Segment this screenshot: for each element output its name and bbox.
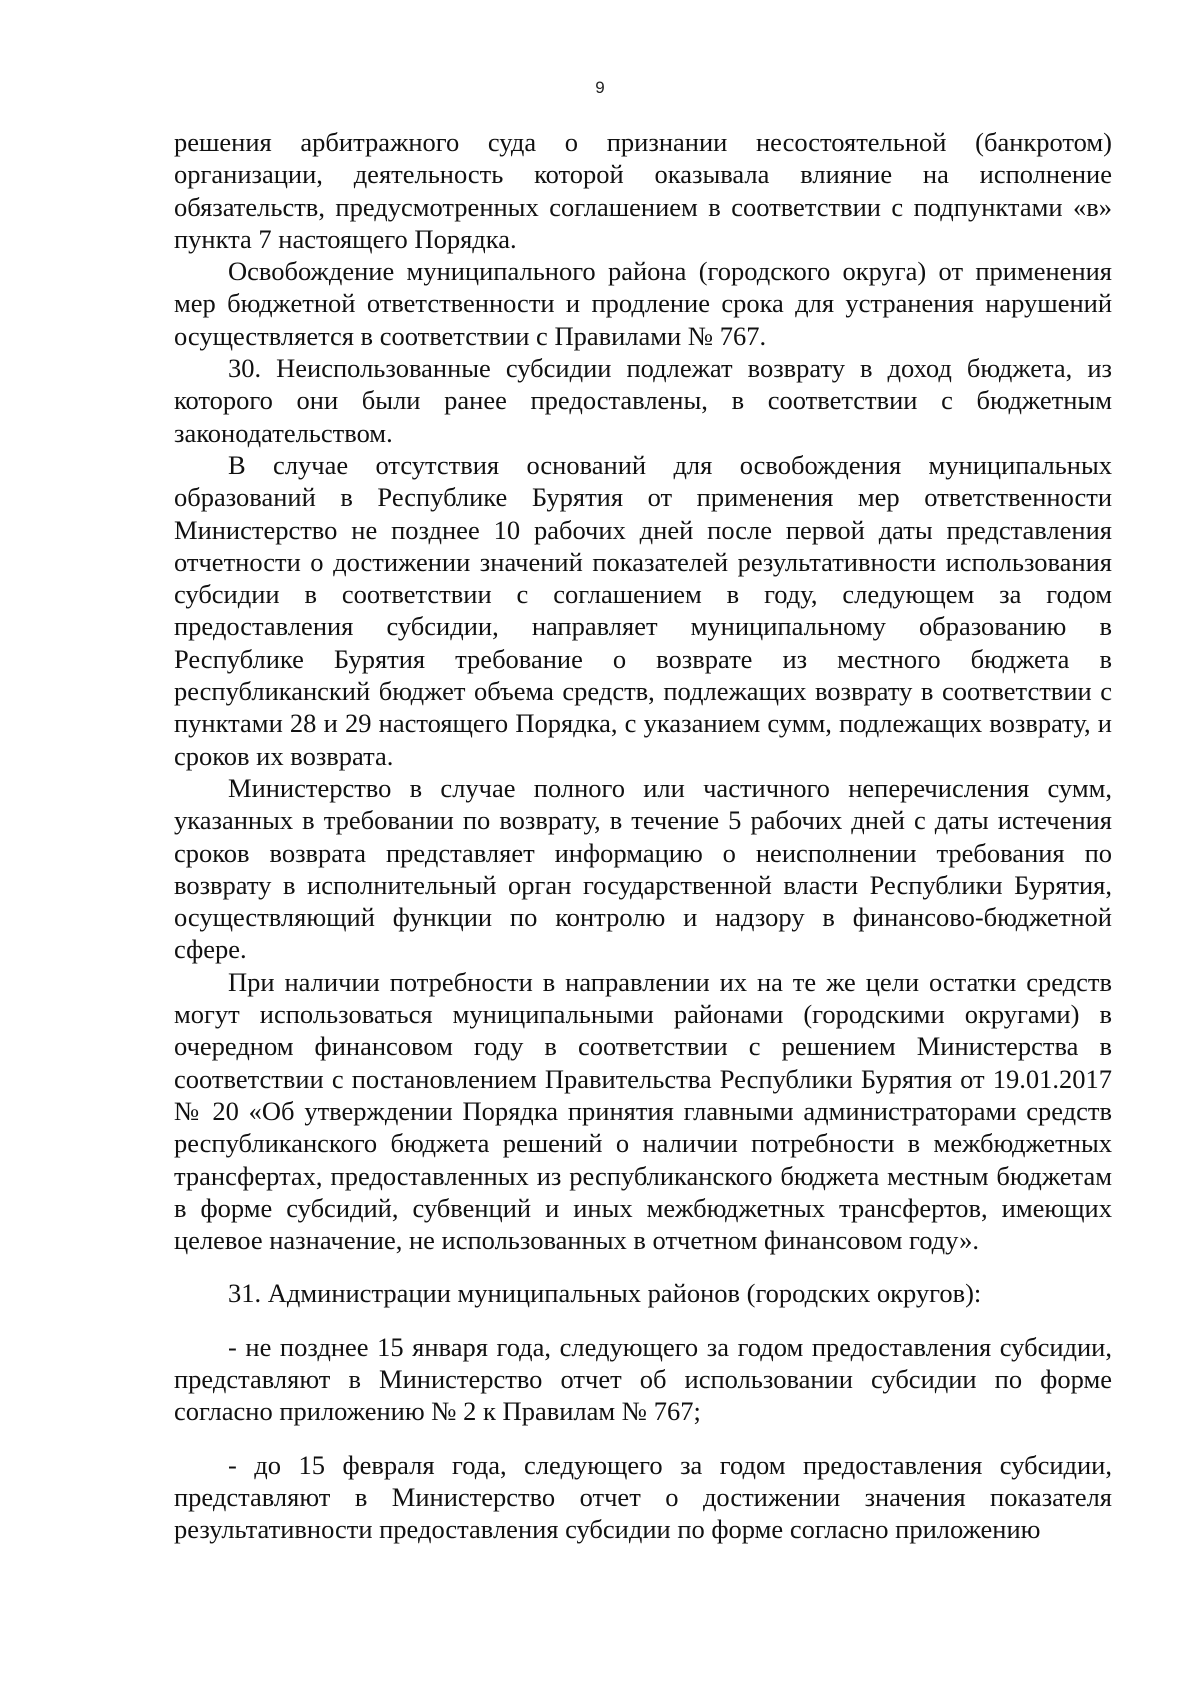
page-number: 9 xyxy=(595,78,605,97)
paragraph-item-30: 30. Неиспользованные субсидии подлежат возврату в доход бюджета, из которого они были ранее предоставлены, в соответствии с бюджетным законодательством. xyxy=(174,353,1112,448)
paragraph-item-31: 31. Администрации муниципальных районов (городских округов): xyxy=(228,1278,982,1309)
list-item-usage-report: - не позднее 15 января года, следующего за годом предоставления субсидии, представляют в Министерство отчет об использовании субсидии по форме согласно приложению № 2 к Правилам № 767; xyxy=(174,1331,1112,1427)
paragraph-continuation: решения арбитражного суда о признании несостоятельной (банкротом) организации, деятельность которой оказывала влияние на исполнение обязательств, предусмотренных соглашением в соответствии с подпунктами «в» пункта 7 настоящего Порядка. xyxy=(174,127,1112,254)
list-item-performance-report: - до 15 февраля года, следующего за годом предоставления субсидии, представляют в Министерство отчет о достижении значения показателя результативности предоставления субсидии по форме согласно приложению xyxy=(174,1449,1112,1545)
paragraph-remaining-funds: При наличии потребности в направлении их на те же цели остатки средств могут использоваться муниципальными районами (городскими округами) в очередном финансовом году в соответствии с решением Министерства в соответствии с постановлением Правительства Республики Бурятия от 19.01.2017 № 20 «Об утверждении Порядка принятия главными администраторами средств республиканского бюджета решений о наличии потребности в межбюджетных трансфертах, предоставленных из республиканского бюджета местным бюджетам в форме субсидий, субвенций и иных межбюджетных трансфертов, имеющих целевое назначение, не использованных в отчетном финансовом году». xyxy=(174,966,1112,1256)
paragraph-exemption: Освобождение муниципального района (городского округа) от применения мер бюджетной ответственности и продление срока для устранения нарушений осуществляется в соответствии с Правилами № 767. xyxy=(174,256,1112,351)
paragraph-non-transfer: Министерство в случае полного или частичного неперечисления сумм, указанных в требовании по возврату, в течение 5 рабочих дней с даты истечения сроков возврата представляет информацию о неисполнении требования по возврату в исполнительный орган государственной власти Республики Бурятия, осуществляющий функции по контролю и надзору в финансово-бюджетной сфере. xyxy=(174,772,1112,965)
paragraph-return-requirement: В случае отсутствия оснований для освобождения муниципальных образований в Республике Бурятия от применения мер ответственности Министерство не позднее 10 рабочих дней после первой даты представления отчетности о достижении значений показателей результативности использования субсидии в соответствии с соглашением в году, следующем за годом предоставления субсидии, направляет муниципальному образованию в Республике Бурятия требование о возврате из местного бюджета в республиканский бюджет объема средств, подлежащих возврату в соответствии с пунктами 28 и 29 настоящего Порядка, с указанием сумм, подлежащих возврату, и сроков их возврата. xyxy=(174,449,1112,771)
document-body xyxy=(174,126,1112,1545)
